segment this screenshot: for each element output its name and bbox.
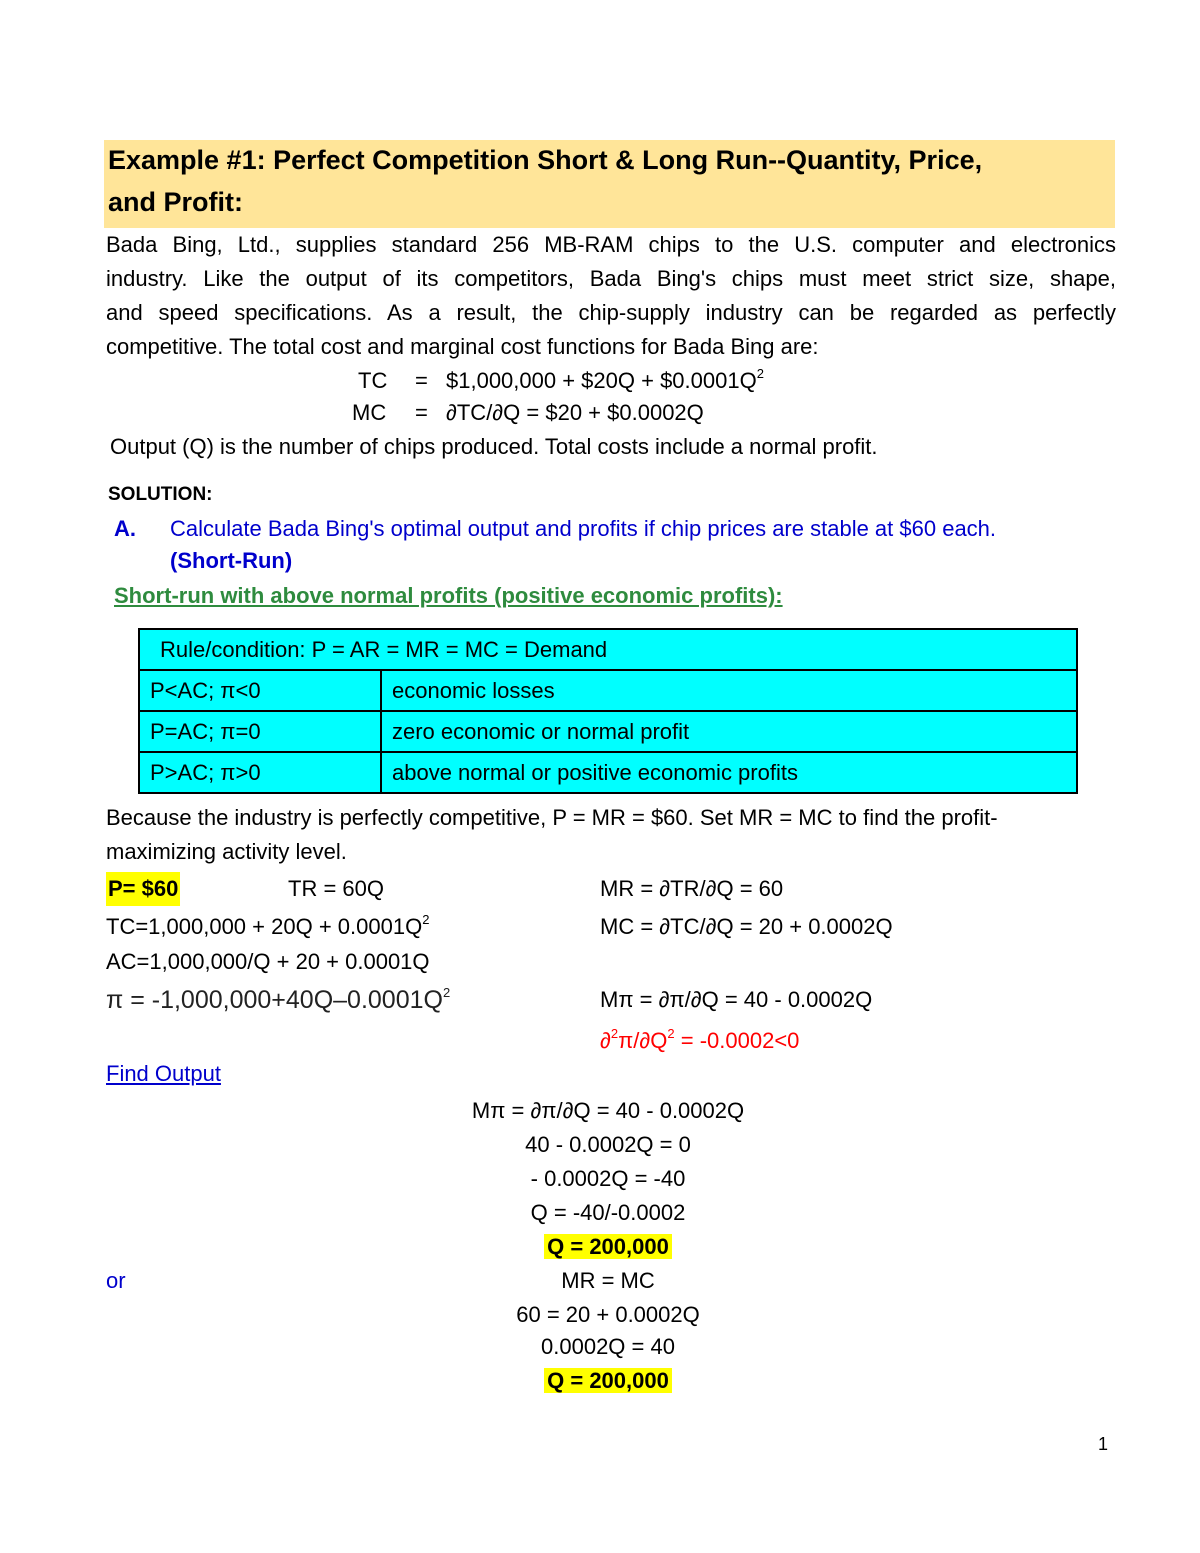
condition-cell: P<AC; π<0 xyxy=(139,670,381,711)
short-run-heading: Short-run with above normal profits (positive economic profits): xyxy=(114,583,783,608)
table-row xyxy=(139,752,1077,793)
solution-label: SOLUTION: xyxy=(108,484,213,505)
table-header-row xyxy=(139,629,1077,670)
intro-line-4: competitive. The total cost and marginal cost functions for Bada Bing are: xyxy=(106,334,819,359)
mc-equation: MC = ∂TC/∂Q = 20 + 0.0002Q xyxy=(600,914,893,939)
tr-equation: TR = 60Q xyxy=(288,876,384,901)
intro-line-2: industry. Like the output of its competitors, Bada Bing's chips must meet strict size, shape, xyxy=(106,266,1116,291)
result-cell: zero economic or normal profit xyxy=(381,711,1077,752)
profit-equation: $\pi = -1,000,000+40Q-0.0001Q^2$ xyxy=(106,984,451,1014)
because-line-2: maximizing activity level. xyxy=(106,839,347,864)
because-line-1: Because the industry is perfectly competitive, P = MR = $60. Set MR = MC to find the profit- xyxy=(106,805,998,830)
ac-equation: AC=1,000,000/Q + 20 + 0.0001Q xyxy=(106,949,430,974)
alt-step-result: Q = 200,000 xyxy=(0,1364,1200,1398)
tc-label: TC xyxy=(358,368,388,393)
marginal-profit-equation: Mπ = ∂π/∂Q = 40 - 0.0002Q xyxy=(600,987,873,1012)
or-label: or xyxy=(106,1268,126,1293)
table-header-cell: Rule/condition: P = AR = MR = MC = Demand xyxy=(139,629,1077,670)
alt-step-2: 60 = 20 + 0.0002Q xyxy=(516,1302,700,1327)
tc-formula: $1,000,000 + $20Q + $\$0.0001Q^2$ xyxy=(446,365,764,393)
intro-line-3: and speed specifications. As a result, the chip-supply industry can be regarded as perfectly xyxy=(106,300,1116,325)
part-a-question: Calculate Bada Bing's optimal output and profits if chip prices are stable at $60 each. xyxy=(170,516,997,541)
page-number: 1 xyxy=(1098,1434,1109,1454)
part-a-letter: A. xyxy=(114,516,136,541)
price-highlight: P= $60 xyxy=(106,872,180,906)
intro-line-1: Bada Bing, Ltd., supplies standard 256 MB-RAM chips to the U.S. computer and electronics xyxy=(106,232,1116,257)
condition-cell: P>AC; π>0 xyxy=(139,752,381,793)
page-title-line-2: and Profit: xyxy=(108,187,243,217)
mc-label: MC xyxy=(352,400,387,425)
solve-step-1: Mπ = ∂π/∂Q = 40 - 0.0002Q xyxy=(471,1098,745,1123)
part-a-tag: (Short-Run) xyxy=(170,548,293,573)
solve-step-3: - 0.0002Q = -40 xyxy=(530,1166,686,1191)
intro-paragraph xyxy=(106,228,1116,364)
solve-step-result: Q = 200,000 xyxy=(0,1230,1200,1264)
tc-equation: $TC=1,000,000 + 20Q + 0.0001Q^2$ xyxy=(106,911,430,939)
output-note: Output (Q) is the number of chips produced. Total costs include a normal profit. xyxy=(110,434,878,459)
tc-equals: = xyxy=(415,368,428,393)
find-output-link[interactable]: Find Output xyxy=(106,1061,221,1086)
result-cell: economic losses xyxy=(381,670,1077,711)
alt-step-1: MR = MC xyxy=(561,1268,655,1293)
solve-step-4: Q = -40/-0.0002 xyxy=(530,1200,686,1225)
page-title-line-1: Example #1: Perfect Competition Short & Long Run--Quantity, Price, xyxy=(108,145,983,175)
mc-equals: = xyxy=(415,400,428,425)
result-cell: above normal or positive economic profits xyxy=(381,752,1077,793)
solve-step-2: 40 - 0.0002Q = 0 xyxy=(525,1132,691,1157)
mc-formula: ∂TC/∂Q = $20 + $0.0002Q xyxy=(446,400,704,425)
mr-equation: MR = ∂TR/∂Q = 60 xyxy=(600,876,784,901)
alt-step-3: 0.0002Q = 40 xyxy=(541,1334,675,1359)
table-row xyxy=(139,711,1077,752)
rules-table xyxy=(138,628,1078,794)
condition-cell: P=AC; π=0 xyxy=(139,711,381,752)
table-row xyxy=(139,670,1077,711)
second-order-condition: $\partial^2\pi/\partial Q^2 = -0.0002<0$ xyxy=(600,1025,800,1053)
